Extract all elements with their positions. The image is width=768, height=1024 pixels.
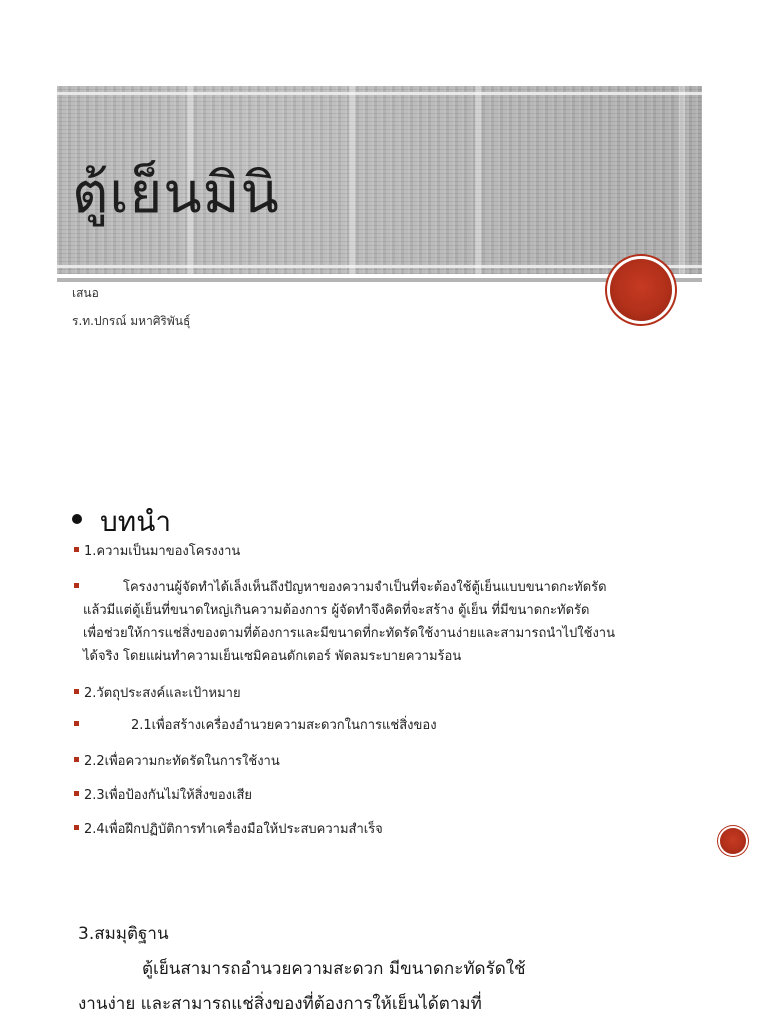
section-heading-text: บทนำ bbox=[100, 505, 172, 538]
hypothesis-heading: 3.สมมุติฐาน bbox=[78, 924, 169, 944]
square-bullet-icon bbox=[74, 689, 79, 694]
banner-top-line bbox=[57, 92, 702, 95]
paragraph-line: ได้จริง โดยแผ่นทำความเย็นเซมิคอนดักเตอร์ พัดลมระบายความร้อน bbox=[83, 649, 462, 664]
list-item bbox=[74, 784, 252, 807]
hypothesis-line: ตู้เย็นสามารถอำนวยความสะดวก มีขนาดกะทัดรัดใช้ bbox=[142, 959, 526, 979]
bullet-dot-icon bbox=[72, 514, 82, 524]
background-paragraph bbox=[74, 576, 615, 668]
square-bullet-icon bbox=[74, 825, 79, 830]
list-item bbox=[74, 714, 437, 737]
paragraph-line: เพื่อช่วยให้การแช่สิ่งของตามที่ต้องการและมีขนาดที่กะทัดรัดใช้งานง่ายและสามารถนำไปใช้งาน bbox=[83, 626, 615, 641]
section-heading bbox=[72, 500, 171, 544]
list-item bbox=[74, 818, 383, 841]
presenter-name: ร.ท.ปกรณ์ มหาศิริพันธุ์ bbox=[72, 314, 191, 328]
slide-title: ตู้เย็นมินิ bbox=[72, 161, 280, 226]
square-bullet-icon bbox=[74, 757, 79, 762]
list-item bbox=[74, 750, 280, 773]
list-item-text: 2.2เพื่อความกะทัดรัดในการใช้งาน bbox=[84, 754, 280, 769]
presenter-label: เสนอ bbox=[72, 286, 99, 300]
banner-panel-divider bbox=[349, 86, 355, 274]
list-item bbox=[74, 682, 241, 705]
list-item-text: 2.วัตถุประสงค์และเป้าหมาย bbox=[84, 686, 241, 701]
list-item-text: 1.ความเป็นมาของโครงงาน bbox=[84, 544, 241, 559]
list-item-text: 2.3เพื่อป้องกันไม่ให้สิ่งของเสีย bbox=[84, 788, 253, 803]
decorative-red-circle bbox=[610, 259, 672, 321]
square-bullet-icon bbox=[74, 583, 79, 588]
paragraph-line-text: โครงงานผู้จัดทำได้เล็งเห็นถึงปัญหาของความจำเป็นที่จะต้องใช้ตู้เย็นแบบขนาดกะทัดรัด bbox=[123, 580, 607, 595]
square-bullet-icon bbox=[74, 791, 79, 796]
paragraph-line bbox=[74, 576, 615, 599]
square-bullet-icon bbox=[74, 547, 79, 552]
banner-bottom-line bbox=[57, 265, 702, 268]
hypothesis-line: งานง่าย และสามารถแช่สิ่งของที่ต้องการให้เย็นได้ตามที่ bbox=[78, 994, 482, 1014]
paragraph-line: แล้วมีแต่ตู้เย็นที่ขนาดใหญ่เกินความต้องการ ผู้จัดทำจึงคิดที่จะสร้าง ตู้เย็น ที่มีขนาดกะทัดรัด bbox=[83, 603, 590, 618]
banner-panel-divider bbox=[679, 86, 685, 274]
list-item bbox=[74, 540, 240, 563]
square-bullet-icon bbox=[74, 721, 79, 726]
list-item-text: 2.1เพื่อสร้างเครื่องอำนวยความสะดวกในการแช่สิ่งของ bbox=[131, 718, 437, 733]
banner-panel-divider bbox=[475, 86, 481, 274]
list-item-text: 2.4เพื่อฝึกปฏิบัติการทำเครื่องมือให้ประสบความสำเร็จ bbox=[84, 822, 383, 837]
decorative-red-circle bbox=[720, 828, 746, 854]
